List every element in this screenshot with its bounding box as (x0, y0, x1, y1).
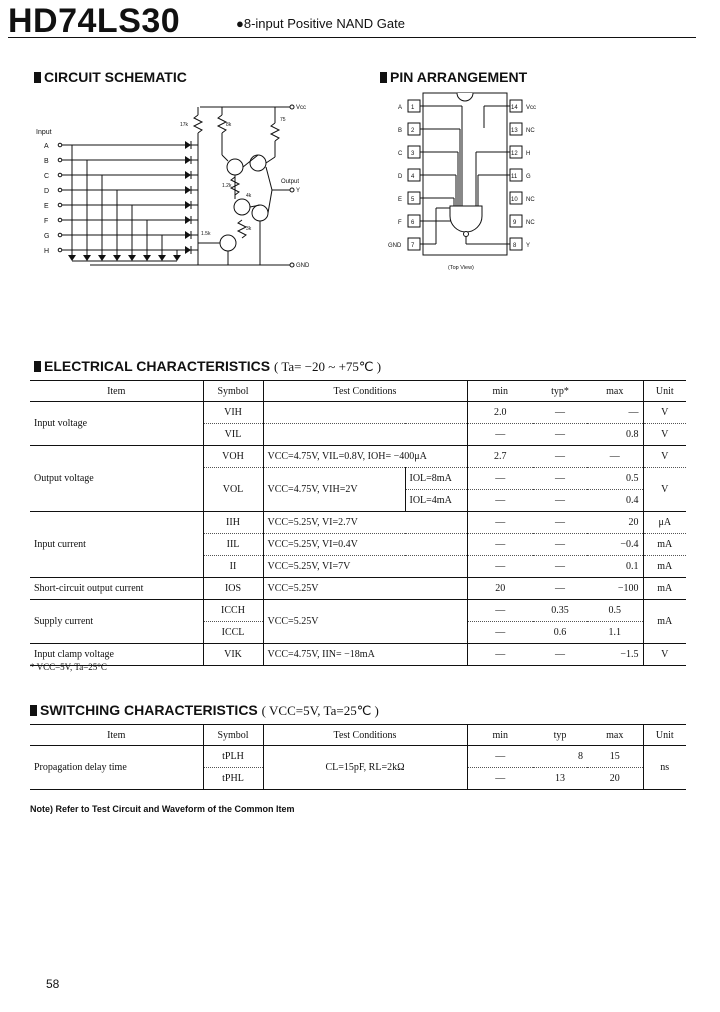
symbol-cell: ICCH (203, 600, 263, 622)
max-cell: 0.8 (587, 424, 643, 446)
table-row (30, 578, 686, 600)
typ-cell: — (533, 490, 587, 512)
input-b-label: B (44, 158, 49, 165)
symbol-cell: VIK (203, 644, 263, 666)
condition-cell: VCC=5.25V, VI=2.7V (263, 512, 467, 534)
resistor-1-2k-label: 1.2k (222, 183, 232, 189)
min-cell: — (467, 622, 533, 644)
max-cell: — (587, 446, 643, 468)
column-min: min (467, 381, 533, 402)
bullet-square-icon (380, 72, 387, 83)
max-cell: −1.5 (587, 644, 643, 666)
min-cell: — (467, 768, 533, 790)
pin-3-number: 3 (411, 151, 415, 157)
column-typ: typ* (533, 381, 587, 402)
max-cell: 0.5 (587, 600, 643, 622)
typ-cell: — (533, 534, 587, 556)
typ-cell: — (533, 644, 587, 666)
table-row (30, 644, 686, 666)
condition-cell (263, 402, 467, 424)
item-output-voltage: Output voltage (30, 446, 203, 512)
max-cell: 1.1 (587, 622, 643, 644)
typ-cell: 0.6 (533, 622, 587, 644)
table-row (30, 512, 686, 534)
electrical-heading (34, 358, 381, 375)
pin-10-name: NC (526, 197, 535, 203)
min-cell: — (467, 644, 533, 666)
pin-13-name: NC (526, 128, 535, 134)
unit-cell: mA (643, 534, 686, 556)
condition-cell: VCC=5.25V, VI=0.4V (263, 534, 467, 556)
pin-5-number: 5 (411, 197, 415, 203)
condition-cell: VCC=4.75V, IIN= −18mA (263, 644, 467, 666)
table-row (30, 600, 686, 622)
pin-13-number: 13 (511, 128, 518, 134)
column-item: Item (30, 381, 203, 402)
column-max: max (587, 381, 643, 402)
pin-14-name: Vcc (526, 105, 537, 111)
pin-11-name: G (526, 174, 531, 180)
pin-12-name: H (526, 151, 531, 157)
device-subtitle: ●8-input Positive NAND Gate (236, 16, 405, 31)
unit-cell: mA (643, 600, 686, 644)
pin-6-name: F (398, 220, 402, 226)
switching-heading (30, 702, 379, 719)
pin-arrangement (380, 88, 550, 273)
electrical-footnote: * VCC=5V, Ta=25°C (30, 662, 107, 672)
typ-cell: — (533, 556, 587, 578)
resistor-3k-label: 3k (246, 226, 252, 232)
unit-cell: ns (643, 746, 686, 790)
resistor-8k-label: 8k (226, 122, 232, 128)
max-cell: 0.1 (587, 556, 643, 578)
min-cell: — (467, 512, 533, 534)
condition-cell: VCC=5.25V (263, 578, 467, 600)
resistor-1-5k-label: 1.5k (201, 231, 211, 237)
table-row (30, 746, 686, 768)
unit-cell: V (643, 644, 686, 666)
unit-cell: V (643, 402, 686, 424)
pin-14-number: 14 (511, 105, 518, 111)
schematic-heading (34, 69, 187, 85)
symbol-cell: tPLH (203, 746, 263, 768)
pin-8-name: Y (526, 243, 531, 249)
typ-cell: 0.35 (533, 600, 587, 622)
typ-cell: — (533, 512, 587, 534)
switching-condition: ( VCC=5V, Ta=25℃ ) (261, 703, 379, 718)
gnd-label: GND (296, 263, 310, 269)
electrical-condition: ( Ta= −20 ~ +75℃ ) (273, 359, 382, 374)
part-number-title: HD74LS30 (8, 2, 181, 40)
max-cell: 20 (587, 768, 643, 790)
resistor-4k-label: 4k (246, 193, 252, 199)
symbol-cell: VIL (203, 424, 263, 446)
input-f-label: F (44, 218, 49, 225)
column-unit: Unit (643, 725, 686, 746)
symbol-cell: ICCL (203, 622, 263, 644)
item-supply-current: Supply current (30, 600, 203, 644)
table-row (30, 446, 686, 468)
max-cell: — (587, 402, 643, 424)
input-d-label: D (44, 188, 50, 195)
condition-cell: VCC=5.25V, VI=7V (263, 556, 467, 578)
resistor-17k-label: 17k (180, 122, 189, 128)
column-min: min (467, 725, 533, 746)
output-y-label: Y (296, 188, 301, 194)
max-cell: 15 (587, 746, 643, 768)
condition-cell: VCC=4.75V, VIH=2V (263, 468, 405, 512)
switching-heading-text: SWITCHING CHARACTERISTICS (40, 702, 258, 718)
table-header-row (30, 725, 686, 746)
symbol-cell: VIH (203, 402, 263, 424)
pin-2-number: 2 (411, 128, 415, 134)
bullet-square-icon (34, 72, 41, 83)
symbol-cell: VOH (203, 446, 263, 468)
min-cell: — (467, 746, 533, 768)
max-cell: −0.4 (587, 534, 643, 556)
column-max: max (587, 725, 643, 746)
condition-cell: CL=15pF, RL=2kΩ (263, 746, 467, 790)
item-input-clamp-voltage: Input clamp voltage (30, 644, 203, 666)
typ-cell: 8 (533, 746, 587, 768)
pin-12-number: 12 (511, 151, 518, 157)
max-cell: 0.4 (587, 490, 643, 512)
symbol-cell: tPHL (203, 768, 263, 790)
pin-heading-text: PIN ARRANGEMENT (390, 69, 528, 85)
symbol-cell: II (203, 556, 263, 578)
resistor-75-label: 75 (280, 117, 286, 123)
column-test-conditions: Test Conditions (263, 381, 467, 402)
pin-8-number: 8 (513, 243, 517, 249)
unit-cell: μA (643, 512, 686, 534)
schematic-heading-text: CIRCUIT SCHEMATIC (44, 69, 187, 85)
pin-7-number: 7 (411, 243, 415, 249)
min-cell: — (467, 468, 533, 490)
pin-11-number: 11 (511, 174, 518, 180)
page-number: 58 (46, 977, 60, 991)
electrical-table (30, 380, 686, 666)
input-g-label: G (44, 233, 50, 240)
input-h-label: H (44, 248, 50, 255)
condition-cell: VCC=5.25V (263, 600, 467, 644)
min-cell: — (467, 534, 533, 556)
column-test-conditions: Test Conditions (263, 725, 467, 746)
unit-cell: V (643, 446, 686, 468)
sub-condition-cell: IOL=4mA (405, 490, 467, 512)
condition-cell (263, 424, 467, 446)
common-item-note: Note) Refer to Test Circuit and Waveform of the Common Item (30, 804, 295, 814)
circuit-schematic (30, 95, 350, 275)
switching-table (30, 724, 686, 790)
pin-4-name: D (398, 174, 403, 180)
column-symbol: Symbol (203, 725, 263, 746)
top-view-label: (Top View) (448, 265, 474, 271)
typ-cell: — (533, 446, 587, 468)
min-cell: 2.0 (467, 402, 533, 424)
item-propagation-delay: Propagation delay time (30, 746, 203, 790)
symbol-cell: IOS (203, 578, 263, 600)
input-a-label: A (44, 143, 49, 150)
typ-cell: 13 (533, 768, 587, 790)
typ-cell: — (533, 402, 587, 424)
table-header-row (30, 381, 686, 402)
typ-cell: — (533, 424, 587, 446)
item-input-current: Input current (30, 512, 203, 578)
unit-cell: V (643, 424, 686, 446)
vcc-label: Vcc (296, 105, 307, 111)
bullet-square-icon (30, 705, 37, 716)
pin-5-name: E (398, 197, 403, 203)
header-rule (8, 37, 696, 38)
unit-cell: V (643, 468, 686, 512)
pin-9-name: NC (526, 220, 535, 226)
min-cell: — (467, 556, 533, 578)
electrical-heading-text: ELECTRICAL CHARACTERISTICS (44, 358, 271, 374)
pin-6-number: 6 (411, 220, 415, 226)
max-cell: −100 (587, 578, 643, 600)
pin-heading (380, 69, 527, 85)
item-short-circuit-current: Short-circuit output current (30, 578, 203, 600)
output-label: Output (281, 179, 300, 185)
column-typ: typ (533, 725, 587, 746)
unit-cell: mA (643, 578, 686, 600)
table-row (30, 402, 686, 424)
bullet-square-icon (34, 361, 41, 372)
symbol-cell: IIL (203, 534, 263, 556)
input-c-label: C (44, 173, 50, 180)
pin-1-name: A (398, 105, 403, 111)
input-e-label: E (44, 203, 49, 210)
min-cell: 20 (467, 578, 533, 600)
column-item: Item (30, 725, 203, 746)
input-label: Input (36, 129, 52, 136)
pin-4-number: 4 (411, 174, 415, 180)
min-cell: — (467, 600, 533, 622)
symbol-cell: IIH (203, 512, 263, 534)
min-cell: — (467, 424, 533, 446)
unit-cell: mA (643, 556, 686, 578)
pin-1-number: 1 (411, 105, 415, 111)
column-unit: Unit (643, 381, 686, 402)
typ-cell: — (533, 468, 587, 490)
pin-7-name: GND (388, 243, 402, 249)
pin-9-number: 9 (513, 220, 517, 226)
pin-2-name: B (398, 128, 403, 134)
condition-cell: VCC=4.75V, VIL=0.8V, IOH= −400μA (263, 446, 467, 468)
symbol-cell: VOL (203, 468, 263, 512)
pin-10-number: 10 (511, 197, 518, 203)
column-symbol: Symbol (203, 381, 263, 402)
item-input-voltage: Input voltage (30, 402, 203, 446)
min-cell: — (467, 490, 533, 512)
min-cell: 2.7 (467, 446, 533, 468)
sub-condition-cell: IOL=8mA (405, 468, 467, 490)
max-cell: 0.5 (587, 468, 643, 490)
typ-cell: — (533, 578, 587, 600)
pin-3-name: C (398, 151, 403, 157)
max-cell: 20 (587, 512, 643, 534)
